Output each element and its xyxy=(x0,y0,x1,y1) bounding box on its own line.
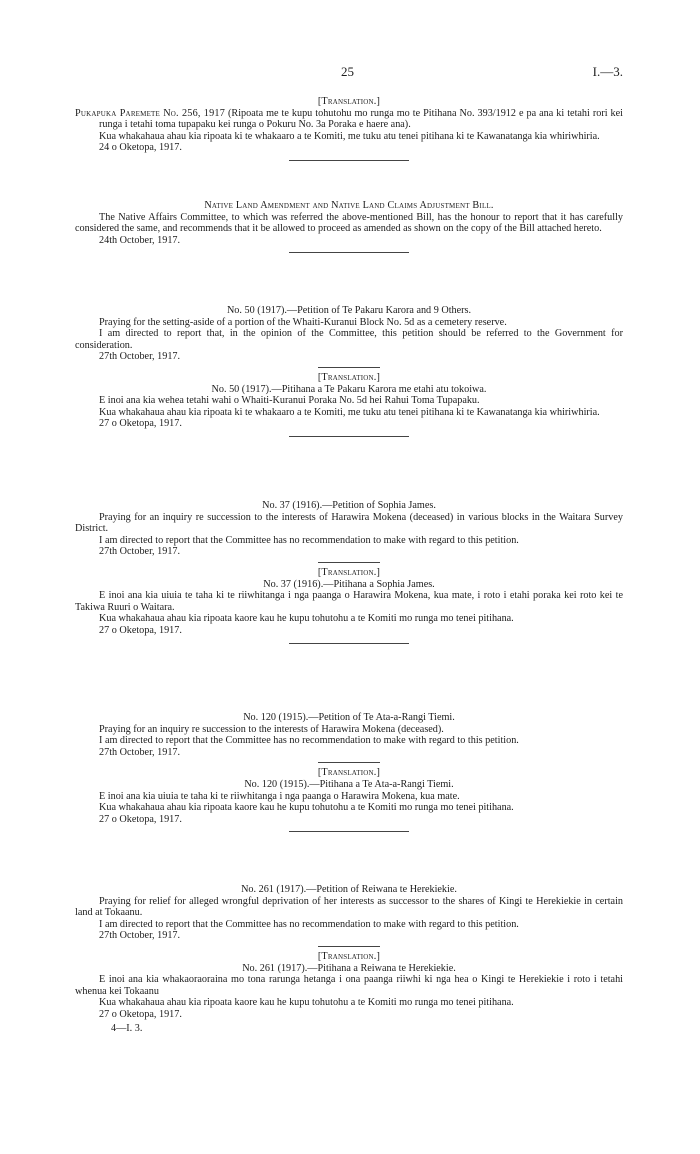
report-date: 24 o Oketopa, 1917. xyxy=(99,142,182,154)
short-divider xyxy=(318,367,380,368)
petition-heading: No. 120 (1915).—Petition of Te Ata-a-Rangi Tiemi. xyxy=(243,712,455,723)
section-petition-120 xyxy=(75,712,623,838)
signature-mark: 4—I. 3. xyxy=(111,1022,143,1034)
report-date: 24th October, 1917. xyxy=(99,234,181,246)
report-paragraph: I am directed to report that the Committee has no recommendation to make with regard to this petition. xyxy=(99,735,519,747)
section-petition-37 xyxy=(75,500,623,650)
translated-date: 27 o Oketopa, 1917. xyxy=(99,624,182,636)
translation-label: [Translation.] xyxy=(317,371,381,383)
translated-date: 27 o Oketopa, 1917. xyxy=(99,418,182,430)
section-parliamentary-paper xyxy=(75,96,623,167)
short-divider xyxy=(318,946,380,947)
section-petition-50 xyxy=(75,305,623,443)
document-reference: I.—3. xyxy=(592,64,623,79)
report-paragraph: I am directed to report that, in the opinion of the Committee, this petition should be referred to the Government for consideration. xyxy=(75,328,623,351)
report-date: 27th October, 1917. xyxy=(99,546,181,558)
translated-date: 27 o Oketopa, 1917. xyxy=(99,813,182,825)
translation-label: [Translation.] xyxy=(317,767,381,779)
short-divider xyxy=(318,562,380,563)
report-date: 27th October, 1917. xyxy=(99,351,181,363)
section-divider xyxy=(289,831,409,832)
translated-praying: E inoi ana kia wehea tetahi wahi o Whaiti-Kuranui Poraka No. 5d hei Rahui Toma Tupapaku. xyxy=(99,395,480,407)
petition-heading: No. 37 (1916).—Petition of Sophia James. xyxy=(262,500,436,511)
section-divider xyxy=(289,252,409,253)
translated-heading: No. 37 (1916).—Pitihana a Sophia James. xyxy=(263,578,435,590)
section-heading: Native Land Amendment and Native Land Claims Adjustment Bill. xyxy=(204,200,494,211)
translated-paragraph: Kua whakahaua ahau kia ripoata kaore kau he kupu tohutohu a te Komiti mo runga mo tenei pitihana. xyxy=(99,997,514,1009)
section-divider xyxy=(289,160,409,161)
praying-paragraph: Praying for an inquiry re succession to the interests of Harawira Mokena (deceased) in various blocks in the Waitara Survey District. xyxy=(75,511,623,535)
translated-praying: E inoi ana kia uiuia te taha ki te riiwhitanga i nga paanga o Harawira Mokena, kua mate, i roto i etahi poraka kei roto kei te Takiwa Ruuri o Waitara. xyxy=(75,590,623,613)
translated-paragraph: Kua whakahaua ahau kia ripoata kaore kau he kupu tohutohu a te Komiti mo runga mo tenei pitihana. xyxy=(99,613,514,625)
petition-heading: No. 50 (1917).—Petition of Te Pakaru Karora and 9 Others. xyxy=(226,305,472,316)
translation-label: [Translation.] xyxy=(317,566,381,578)
translated-praying: E inoi ana kia uiuia te taha ki te riiwhitanga i nga paanga o Harawira Mokena, kua mate. xyxy=(99,790,460,802)
report-paragraph: Kua whakahaua ahau kia ripoata ki te whakaaro a te Komiti, me tuku atu tenei pitihana ki te Kawanatanga kia whiriwhiria. xyxy=(99,130,600,142)
praying-paragraph: Praying for an inquiry re succession to the interests of Harawira Mokena (deceased). xyxy=(99,723,444,735)
section-divider xyxy=(289,643,409,644)
translation-label: [Translation.] xyxy=(317,950,381,962)
report-date: 27th October, 1917. xyxy=(99,930,181,942)
short-divider xyxy=(318,762,380,763)
page-number: 25 xyxy=(341,64,354,79)
praying-paragraph: Praying for relief for alleged wrongful deprivation of her interests as successor to the shares of Kingi te Herekiekie in certain land at Tokaanu. xyxy=(75,895,623,919)
paper-title: Pukapuka Paremete No. 256, 1917 (Ripoata me te kupu tohutohu mo runga mo te Pitihana No. 393/1912 e pa ana ki tetahi rori kei runga i tetahi toma tupapaku kei runga o Pokuru No. 3a Poraka e haere ana). xyxy=(75,107,624,131)
translation-label: [Translation.] xyxy=(317,96,381,107)
report-paragraph: I am directed to report that the Committee has no recommendation to make with regard to this petition. xyxy=(99,918,519,930)
report-paragraph: I am directed to report that the Committee has no recommendation to make with regard to this petition. xyxy=(99,534,519,546)
translated-heading: No. 50 (1917).—Pitihana a Te Pakaru Karora me etahi atu tokoiwa. xyxy=(211,383,487,395)
petition-heading: No. 261 (1917).—Petition of Reiwana te Herekiekie. xyxy=(241,884,457,895)
section-native-land-bill xyxy=(75,200,623,259)
translated-praying: E inoi ana kia whakaoraoraina mo tona rarunga hetanga i ona paanga riiwhi ki nga hea o Kingi te Herekiekie i roto i tetahi whenua kei Tokaanu xyxy=(75,974,623,997)
report-date: 27th October, 1917. xyxy=(99,746,181,758)
section-petition-261 xyxy=(75,884,623,1034)
translated-paragraph: Kua whakahaua ahau kia ripoata kaore kau he kupu tohutohu a te Komiti mo runga mo tenei pitihana. xyxy=(99,802,514,814)
translated-date: 27 o Oketopa, 1917. xyxy=(99,1008,182,1020)
translated-heading: No. 120 (1915).—Pitihana a Te Ata-a-Rangi Tiemi. xyxy=(244,778,454,790)
translated-heading: No. 261 (1917).—Pitihana a Reiwana te Herekiekie. xyxy=(242,962,456,974)
report-paragraph: The Native Affairs Committee, to which was referred the above-mentioned Bill, has the honour to report that it has carefully considered the same, and recommends that it be allowed to proceed as amended as shown on the copy of the Bill attached hereto. xyxy=(75,211,623,235)
section-divider xyxy=(289,436,409,437)
praying-paragraph: Praying for the setting-aside of a portion of the Whaiti-Kuranui Block No. 5d as a cemetery reserve. xyxy=(99,316,507,328)
translated-paragraph: Kua whakahaua ahau kia ripoata ki te whakaaro a te Komiti, me tuku atu tenei pitihana ki te Kawanatanga kia whiriwhiria. xyxy=(99,406,600,418)
